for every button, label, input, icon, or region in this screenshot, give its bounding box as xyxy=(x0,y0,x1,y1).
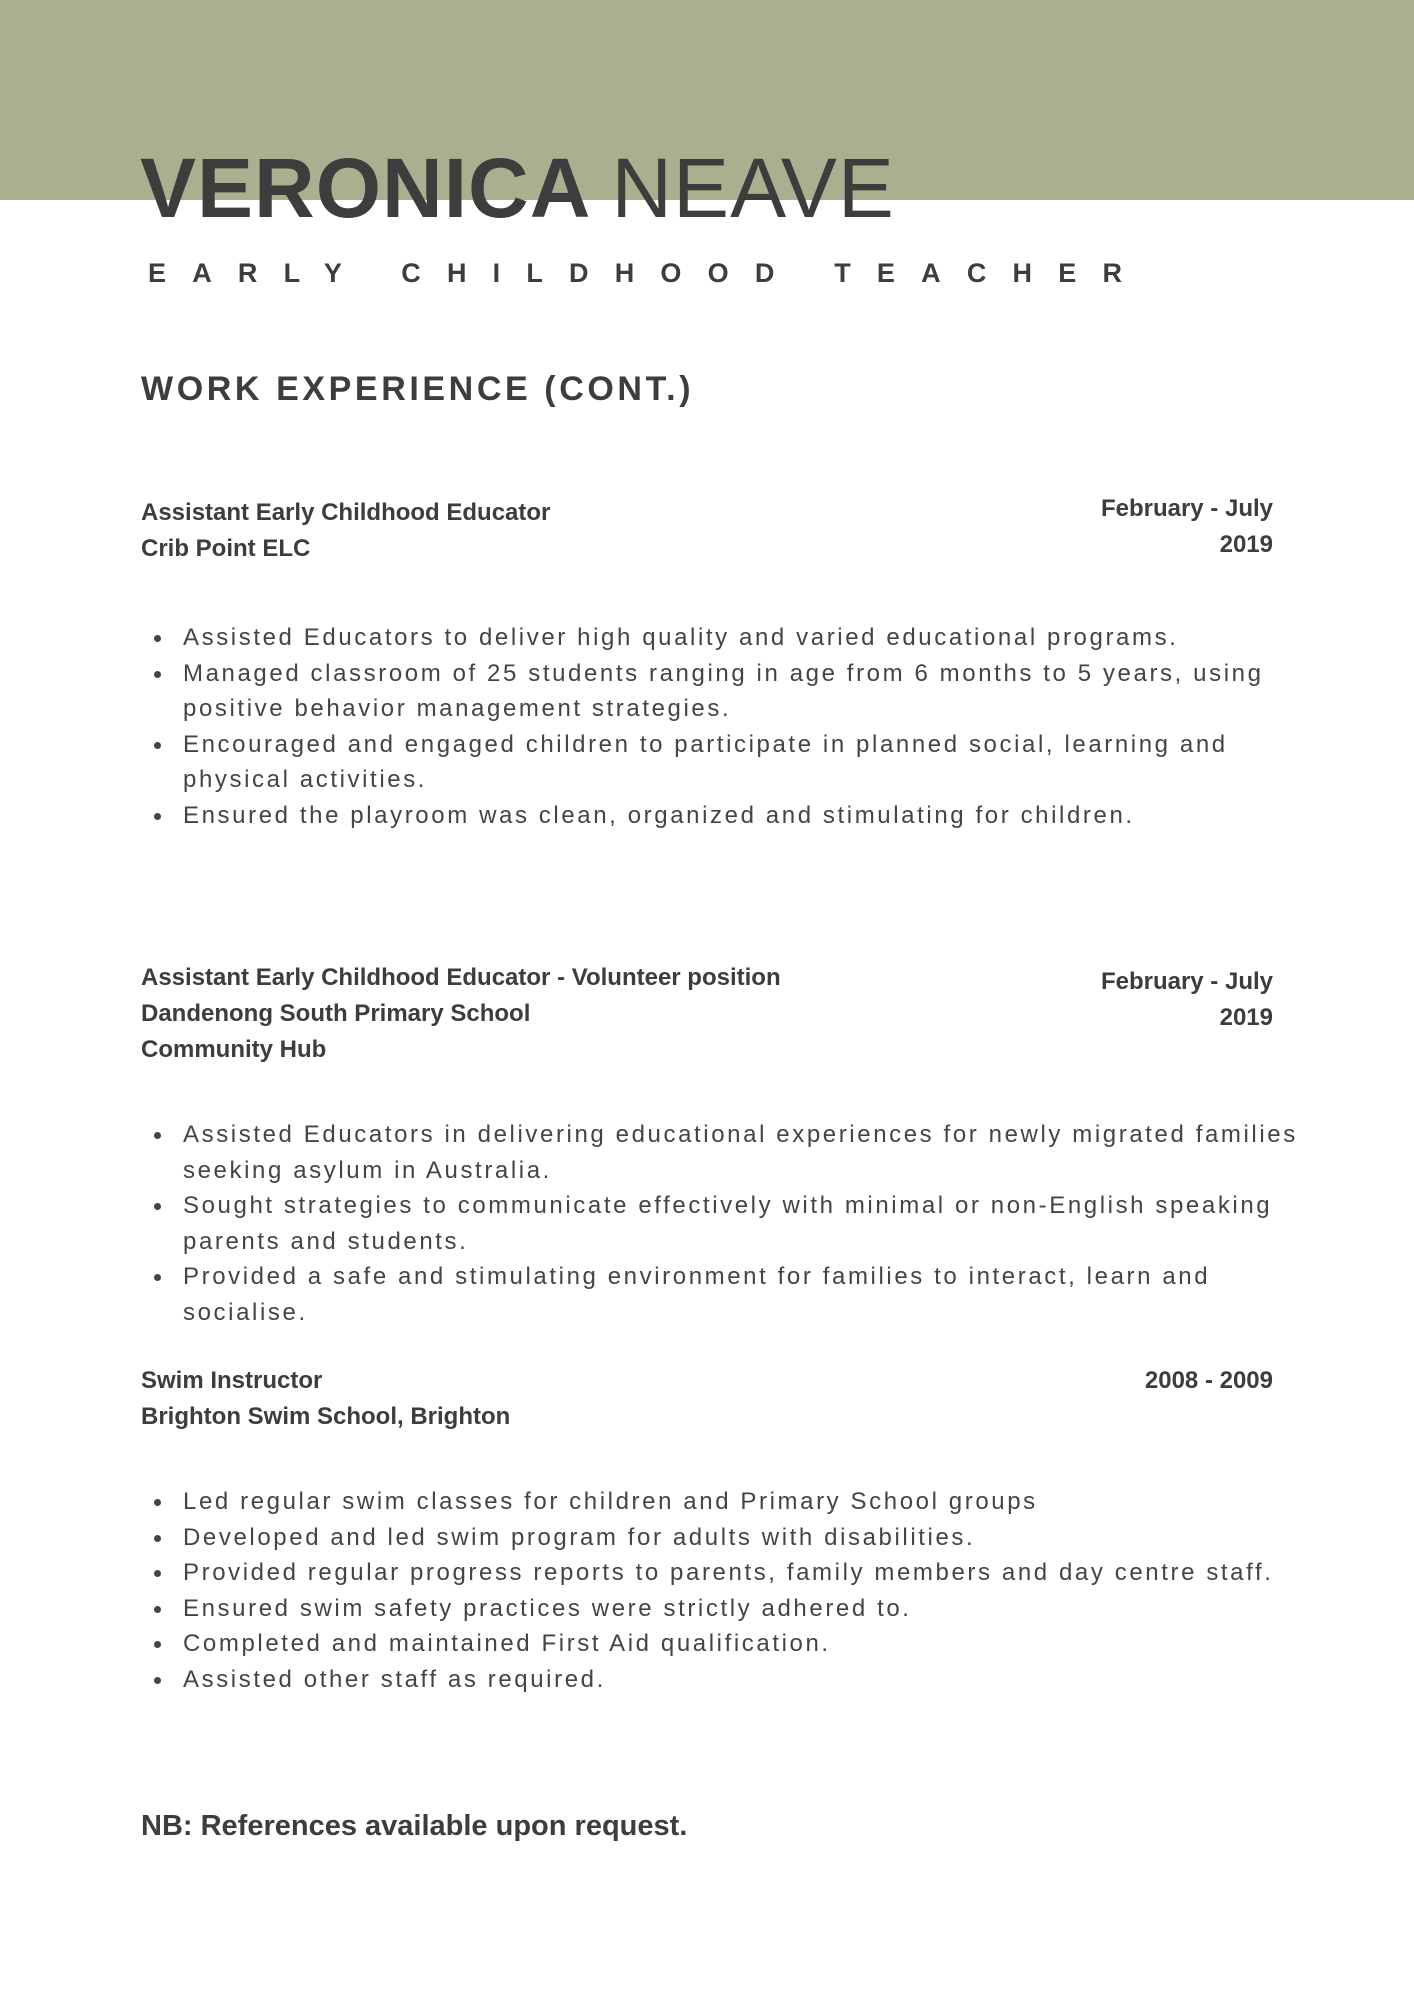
job-title-subtitle: EARLY CHILDHOOD TEACHER xyxy=(148,258,1149,288)
list-item: Provided regular progress reports to parents, family members and day centre staff. xyxy=(183,1555,1333,1591)
list-item: Provided a safe and stimulating environment for families to interact, learn and socialise. xyxy=(183,1259,1333,1330)
list-item: Assisted Educators to deliver high quality and varied educational programs. xyxy=(183,620,1333,656)
list-item: Assisted Educators in delivering educational experiences for newly migrated families seeking asylum in Australia. xyxy=(183,1117,1333,1188)
job-3-bullets xyxy=(141,1484,1333,1698)
candidate-name xyxy=(140,138,895,238)
job-1-bullets xyxy=(141,620,1333,834)
references-note: NB: References available upon request. xyxy=(141,1810,688,1842)
job-1-role: Assistant Early Childhood Educator xyxy=(141,499,551,526)
job-2-title xyxy=(141,960,781,1068)
job-3-employer: Brighton Swim School, Brighton xyxy=(141,1403,511,1430)
job-1-employer: Crib Point ELC xyxy=(141,535,311,562)
job-1-title xyxy=(141,495,550,567)
job-2-role: Assistant Early Childhood Educator - Volunteer position xyxy=(141,964,781,991)
list-item: Led regular swim classes for children and Primary School groups xyxy=(183,1484,1333,1520)
list-item: Completed and maintained First Aid qualification. xyxy=(183,1626,1333,1662)
job-1-date xyxy=(1101,491,1273,563)
job-2-date xyxy=(1101,964,1273,1036)
job-2-bullets xyxy=(141,1117,1333,1331)
list-item: Managed classroom of 25 students ranging in age from 6 months to 5 years, using positive behavior management strategies. xyxy=(183,656,1333,727)
section-heading: WORK EXPERIENCE (CONT.) xyxy=(141,370,695,408)
job-1-date-year: 2019 xyxy=(1219,531,1273,558)
job-2-date-year: 2019 xyxy=(1219,1004,1273,1031)
list-item: Developed and led swim program for adults with disabilities. xyxy=(183,1520,1333,1556)
list-item: Ensured the playroom was clean, organized and stimulating for children. xyxy=(183,798,1333,834)
job-3-date xyxy=(1145,1363,1273,1399)
job-1-date-range: February - July xyxy=(1100,495,1273,522)
list-item: Encouraged and engaged children to participate in planned social, learning and physical activities. xyxy=(183,727,1333,798)
job-3-role: Swim Instructor xyxy=(141,1367,323,1394)
job-2-date-range: February - July xyxy=(1100,968,1273,995)
first-name: VERONICA xyxy=(140,141,592,235)
job-2-employer-line2: Community Hub xyxy=(141,1036,327,1063)
job-3-title xyxy=(141,1363,510,1435)
last-name: NEAVE xyxy=(611,141,895,235)
job-2-employer: Dandenong South Primary School xyxy=(141,1000,531,1027)
list-item: Ensured swim safety practices were strictly adhered to. xyxy=(183,1591,1333,1627)
list-item: Assisted other staff as required. xyxy=(183,1662,1333,1698)
list-item: Sought strategies to communicate effectively with minimal or non-English speaking parents and students. xyxy=(183,1188,1333,1259)
job-3-date-range: 2008 - 2009 xyxy=(1144,1367,1273,1394)
